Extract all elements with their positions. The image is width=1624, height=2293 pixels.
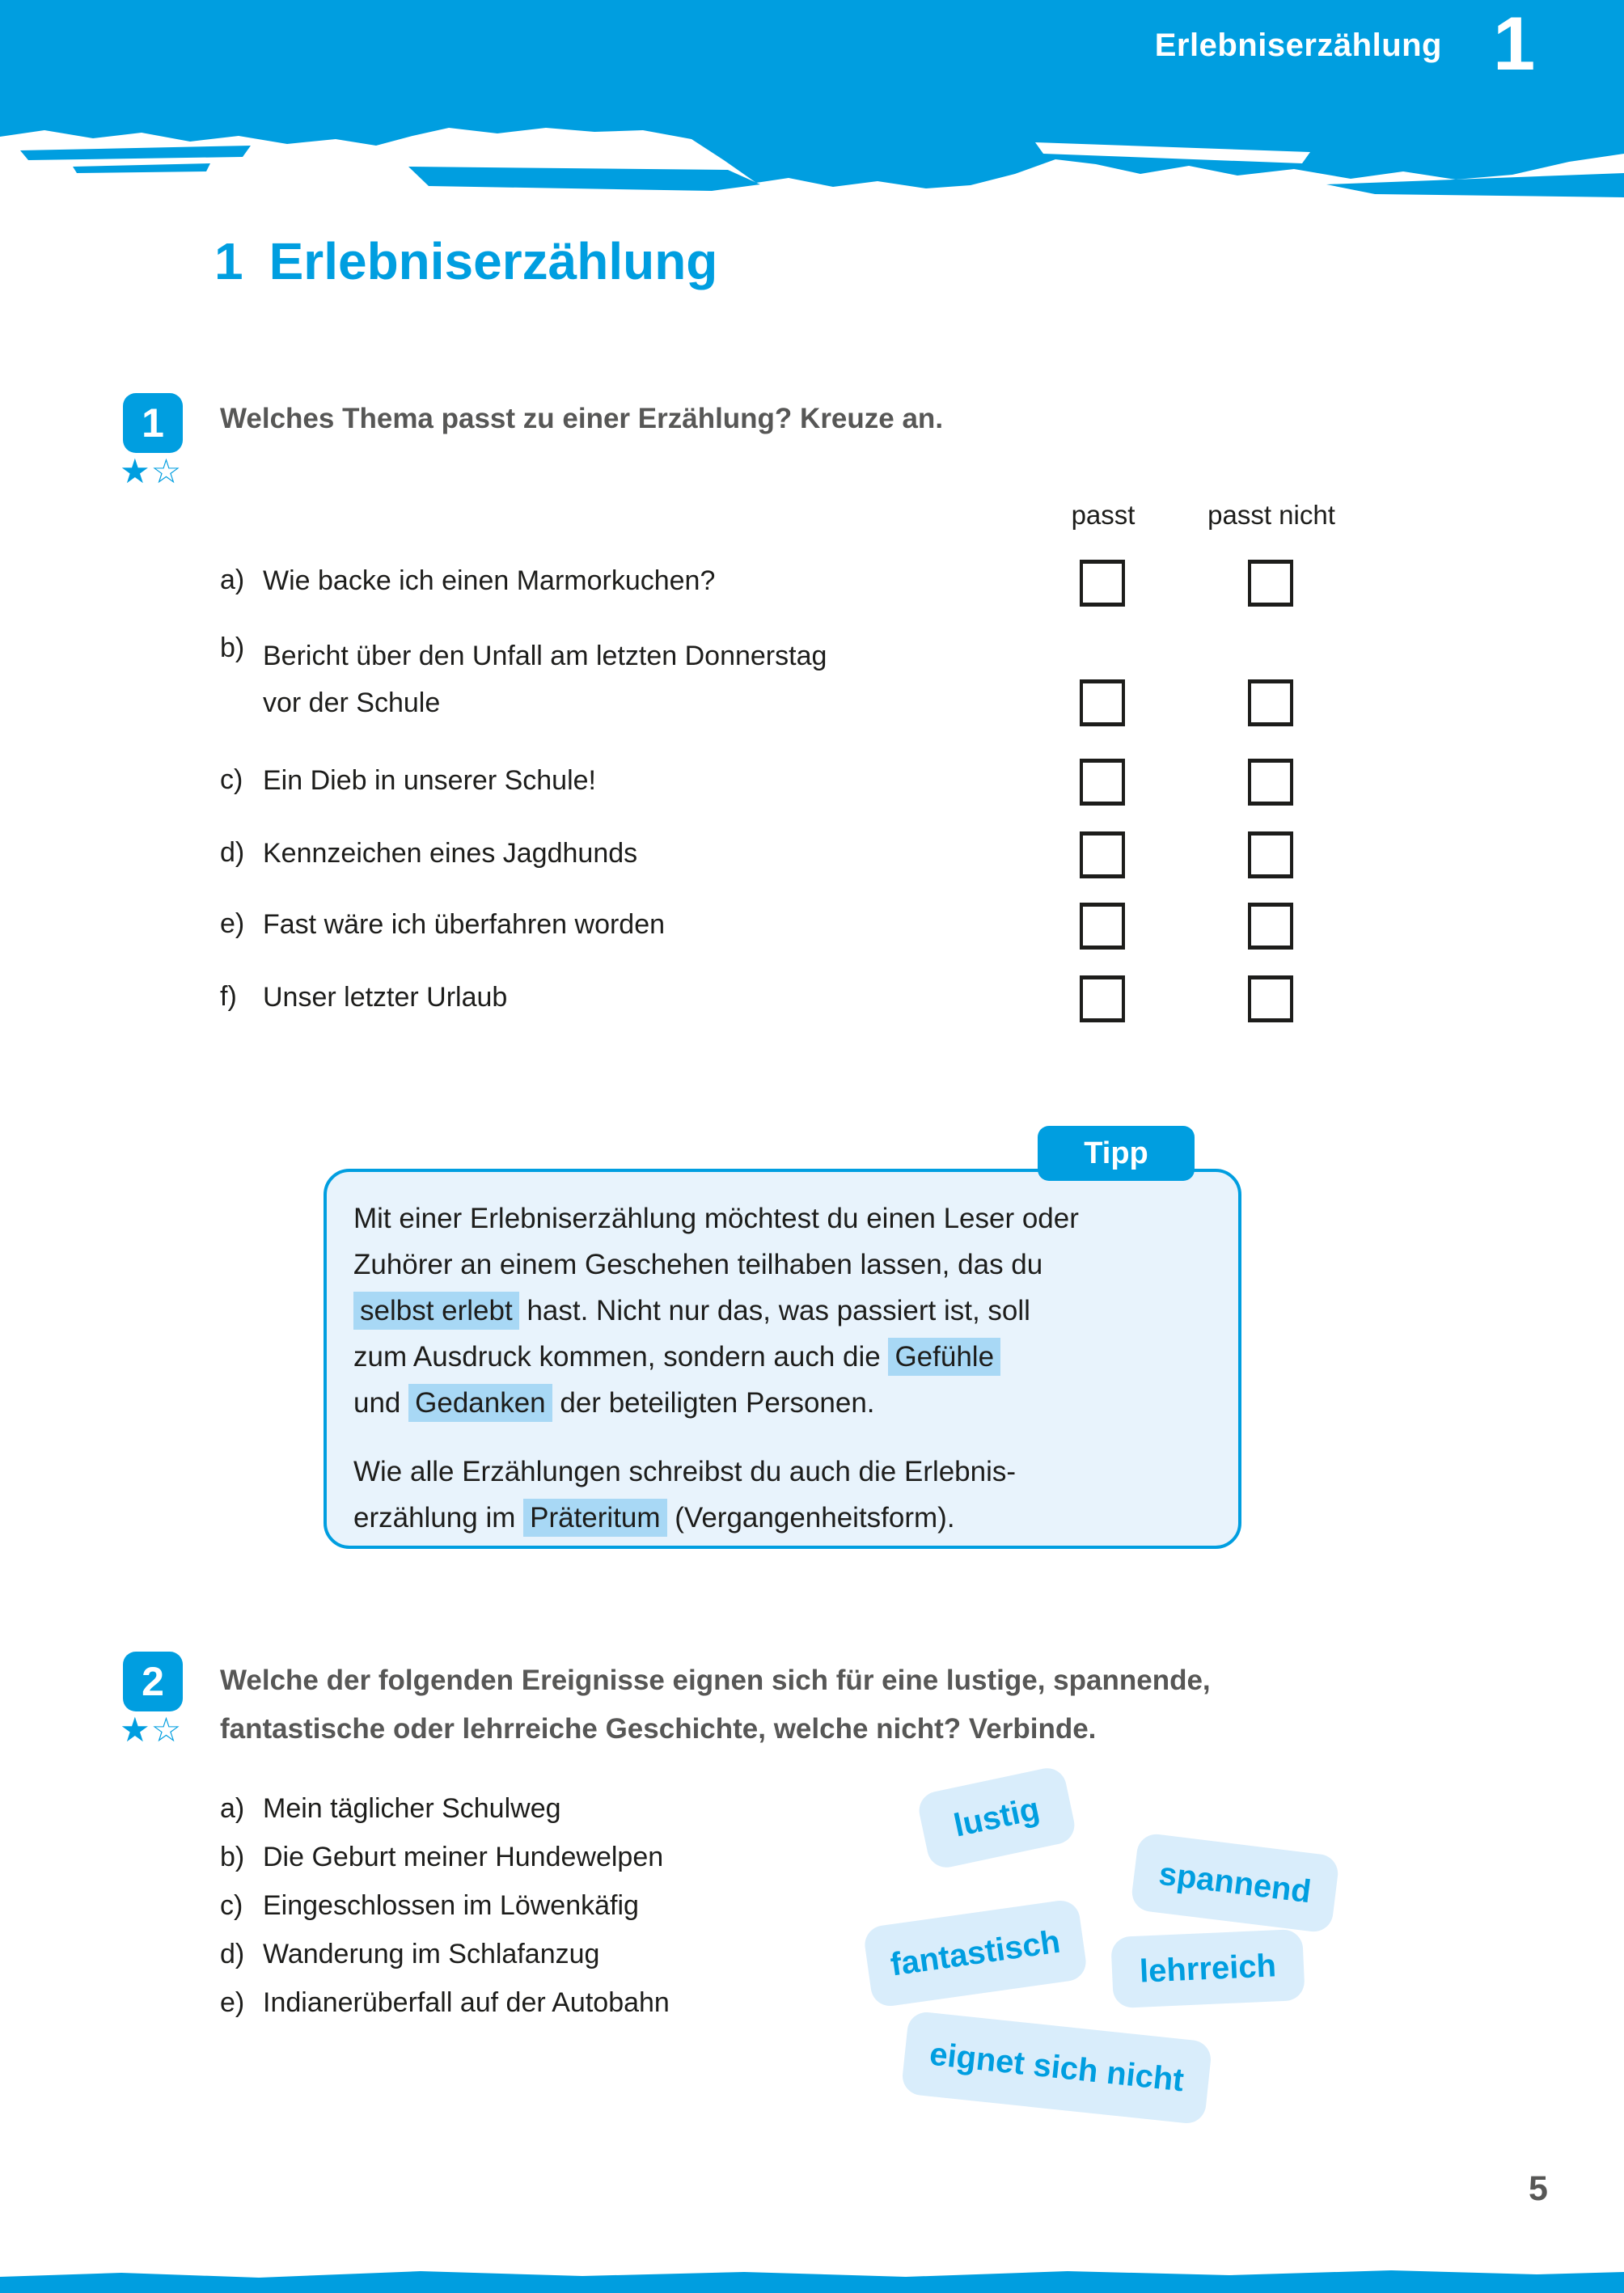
item-text: Fast wäre ich überfahren worden [263,909,666,940]
item-text: Wanderung im Schlafanzug [263,1939,600,1969]
item-letter: e) [220,908,245,939]
tip-tab-label: Tipp [1038,1126,1195,1181]
tag-eignet-sich-nicht[interactable]: eignet sich nicht [901,2011,1213,2126]
exercise1-item-c [220,764,596,797]
bottom-brush-band [0,2264,1624,2293]
page-title [214,231,717,291]
tip-text-segment: Zuhörer an einem Geschehen teilhaben lassen, das du [353,1249,1043,1280]
exercise1-instruction: Welches Thema passt zu einer Erzählung? Kreuze an. [220,403,944,434]
tip-text-segment: Mit einer Erlebniserzählung möchtest du einen Leser oder [353,1203,1079,1234]
exercise1-difficulty-stars: ★☆ [120,451,183,491]
exercise1-item-a [220,565,715,597]
column-header-passt-nicht: passt nicht [1207,500,1335,530]
tag-lehrreich[interactable]: lehrreich [1110,1929,1305,2008]
exercise2-item-list [220,1784,670,2027]
checkbox-b-passt[interactable] [1080,679,1125,726]
exercise2-difficulty-stars: ★☆ [120,1710,183,1749]
item-text-line2: vor der Schule [263,687,441,718]
item-text: Die Geburt meiner Hundewelpen [263,1842,664,1872]
exercise2-number-badge: 2 [123,1652,183,1711]
exercise2-instruction-line1: Welche der folgenden Ereignisse eignen sich für eine lustige, spannende, [220,1665,1211,1696]
column-header-passt: passt [1071,500,1136,530]
checkbox-d-passt[interactable] [1080,831,1125,878]
tip-paragraph-2 [353,1449,1223,1541]
tip-line [353,1334,1223,1380]
exercise2-item-a[interactable] [220,1784,670,1833]
item-letter: d) [220,837,245,868]
item-letter: c) [220,764,243,795]
tip-line [353,1242,1223,1288]
item-letter: f) [220,981,237,1012]
highlighted-term: Gedanken [408,1384,552,1422]
tip-text-segment: erzählung im [353,1502,524,1534]
checkbox-e-passt-nicht[interactable] [1248,903,1293,950]
exercise1-item-f [220,981,507,1013]
checkbox-d-passt-nicht[interactable] [1248,831,1293,878]
page-title-text: Erlebniserzählung [269,232,718,290]
checkbox-f-passt[interactable] [1080,975,1125,1022]
tip-text-segment: Wie alle Erzählungen schreibst du auch die Erlebnis- [353,1456,1017,1487]
tip-text-segment: und [353,1387,409,1419]
exercise2-instruction [220,1656,1211,1754]
tag-spannend[interactable]: spannend [1130,1832,1340,1934]
exercise2-item-e[interactable] [220,1978,670,2027]
tip-text [353,1195,1223,1541]
tip-text-segment: hast. Nicht nur das, was passiert ist, soll [518,1295,1030,1326]
highlighted-term: selbst erlebt [353,1292,519,1330]
checkbox-e-passt[interactable] [1080,903,1125,950]
item-letter: a) [220,565,245,595]
item-text: Mein täglicher Schulweg [263,1793,561,1824]
item-letter: b) [220,632,245,663]
item-text: Eingeschlossen im Löwenkäfig [263,1890,639,1921]
item-letter: c) [220,1890,243,1921]
item-letter: d) [220,1939,245,1969]
highlighted-term: Präteritum [523,1499,666,1537]
page-title-number: 1 [214,232,243,290]
item-letter: a) [220,1793,245,1824]
exercise2-item-c[interactable] [220,1881,670,1930]
checkbox-c-passt[interactable] [1080,759,1125,806]
tip-line [353,1288,1223,1334]
tag-fantastisch[interactable]: fantastisch [862,1898,1088,2008]
item-letter: e) [220,1987,245,2018]
tip-line [353,1495,1223,1541]
item-text: Ein Dieb in unserer Schule! [263,765,597,796]
item-text: Unser letzter Urlaub [263,982,508,1013]
item-text: Wie backe ich einen Marmorkuchen? [263,565,716,596]
item-letter: b) [220,1842,245,1872]
tip-line [353,1195,1223,1242]
exercise2-item-d[interactable] [220,1930,670,1978]
checkbox-a-passt-nicht[interactable] [1248,560,1293,607]
highlighted-term: Gefühle [888,1338,1000,1376]
exercise2-instruction-line2: fantastische oder lehrreiche Geschichte, welche nicht? Verbinde. [220,1713,1097,1745]
exercise1-item-b [220,632,827,726]
tip-line [353,1380,1223,1426]
chapter-header-title: Erlebniserzählung [1154,27,1442,63]
item-text: Kennzeichen eines Jagdhunds [263,838,638,869]
exercise1-item-d [220,837,637,869]
checkbox-f-passt-nicht[interactable] [1248,975,1293,1022]
page-number: 5 [1529,2169,1548,2208]
checkbox-a-passt[interactable] [1080,560,1125,607]
exercise1-number-badge: 1 [123,393,183,453]
tip-text-segment: der beteiligten Personen. [552,1387,875,1419]
tag-lustig[interactable]: lustig [916,1765,1078,1871]
item-text-line1: Bericht über den Unfall am letzten Donnerstag [263,641,827,671]
exercise2-item-b[interactable] [220,1833,670,1881]
tip-text-segment: zum Ausdruck kommen, sondern auch die [353,1341,889,1373]
exercise1-item-e [220,908,665,941]
checkbox-b-passt-nicht[interactable] [1248,679,1293,726]
tip-text-segment: (Vergangenheitsform). [666,1502,955,1534]
tip-paragraph-1 [353,1195,1223,1426]
chapter-header-number: 1 [1493,1,1536,86]
checkbox-c-passt-nicht[interactable] [1248,759,1293,806]
tip-line [353,1449,1223,1495]
item-text: Indianerüberfall auf der Autobahn [263,1987,670,2018]
